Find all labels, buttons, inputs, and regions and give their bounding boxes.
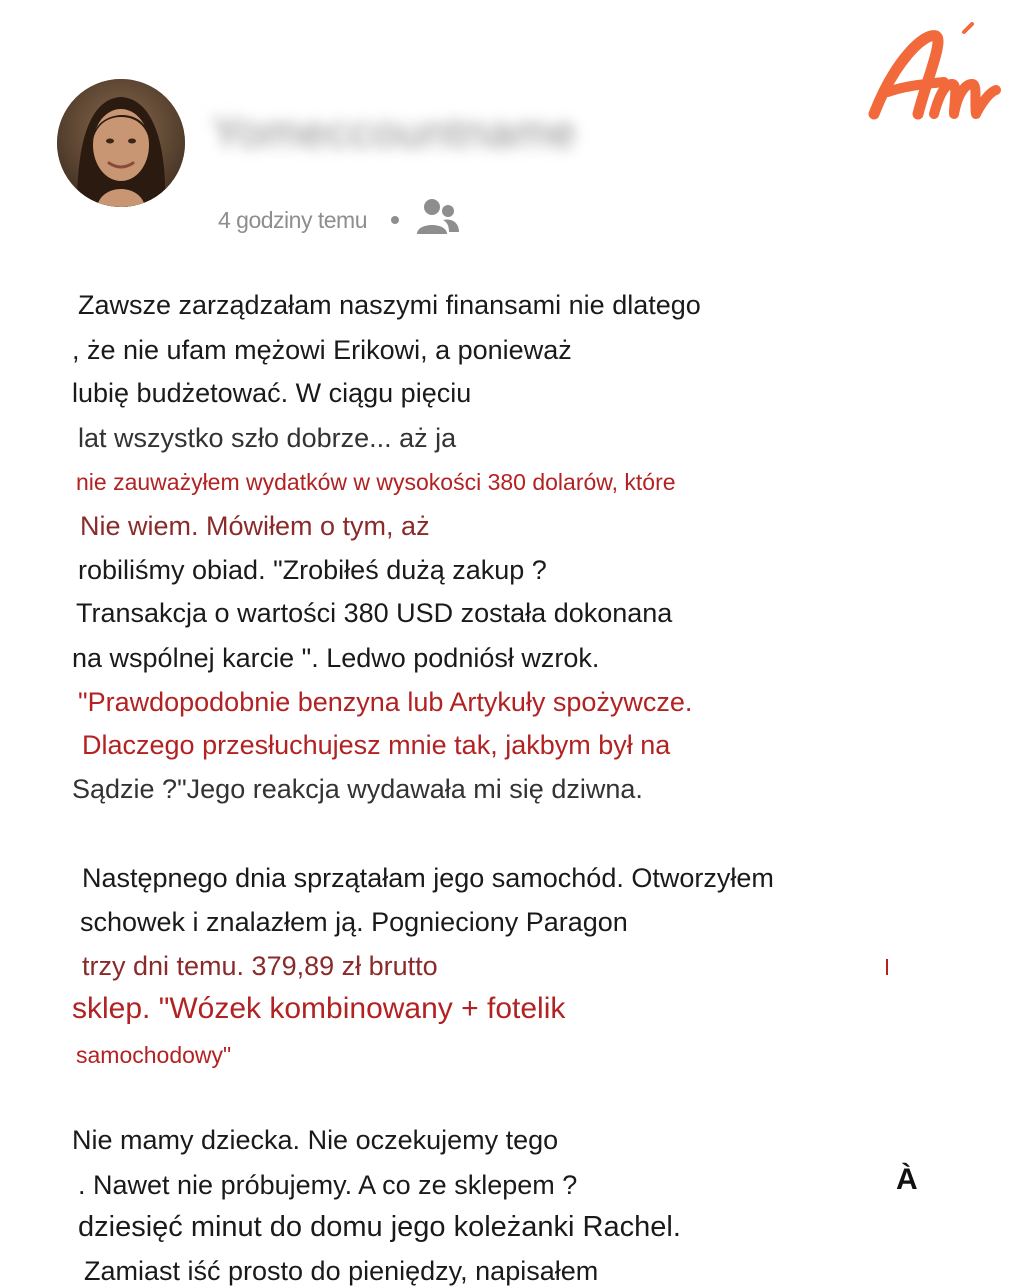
- post-meta: [218, 198, 461, 242]
- story-line: na wspólnej karcie ". Ledwo podniósł wzrok.: [72, 643, 600, 673]
- story-line: Nie mamy dziecka. Nie oczekujemy tego: [72, 1125, 559, 1155]
- story-line: Następnego dnia sprzątałam jego samochód. Otworzyłem: [82, 863, 774, 893]
- story-line: , że nie ufam mężowi Erikowi, a ponieważ: [72, 335, 572, 365]
- brand-logo: [864, 22, 1004, 132]
- story-line: Sądzie ?"Jego reakcja wydawała mi się dziwna.: [72, 774, 643, 804]
- avatar-image: [57, 79, 185, 207]
- story-line: dziesięć minut do domu jego koleżanki Rachel.: [78, 1211, 681, 1243]
- story-line: Transakcja o wartości 380 USD została dokonana: [76, 598, 673, 628]
- story-line: "Prawdopodobnie benzyna lub Artykuły spożywcze.: [78, 687, 693, 717]
- story-line: Dlaczego przesłuchujesz mnie tak, jakbym był na: [82, 730, 671, 760]
- stray-letter: À: [896, 1163, 918, 1196]
- avatar[interactable]: [57, 79, 185, 207]
- story-line: Zamiast iść prosto do pieniędzy, napisałem: [84, 1256, 599, 1286]
- story-line: lat wszystko szło dobrze... aż ja: [78, 423, 457, 453]
- story-line: trzy dni temu. 379,89 zł brutto: [82, 951, 438, 981]
- story-line: nie zauważyłem wydatków w wysokości 380 dolarów, które: [76, 469, 676, 495]
- stray-mark: [886, 959, 888, 975]
- username[interactable]: Yomeccountname: [212, 108, 577, 157]
- story-line: . Nawet nie próbujemy. A co ze sklepem ?: [78, 1170, 578, 1200]
- story-line: sklep. "Wózek kombinowany + fotelik: [72, 992, 566, 1025]
- story-line: schowek i znalazłem ją. Pognieciony Paragon: [80, 907, 628, 937]
- story-line: lubię budżetować. W ciągu pięciu: [72, 378, 472, 408]
- story-line: Nie wiem. Mówiłem o tym, aż: [80, 511, 430, 541]
- story-line: samochodowy": [76, 1042, 232, 1068]
- story-line: robiliśmy obiad. "Zrobiłeś dużą zakup ?: [78, 555, 547, 585]
- timestamp[interactable]: 4 godziny temu: [218, 206, 367, 233]
- friends-icon[interactable]: [415, 198, 461, 242]
- story-line: Zawsze zarządzałam naszymi finansami nie dlatego: [78, 290, 701, 320]
- separator-dot: [391, 216, 399, 224]
